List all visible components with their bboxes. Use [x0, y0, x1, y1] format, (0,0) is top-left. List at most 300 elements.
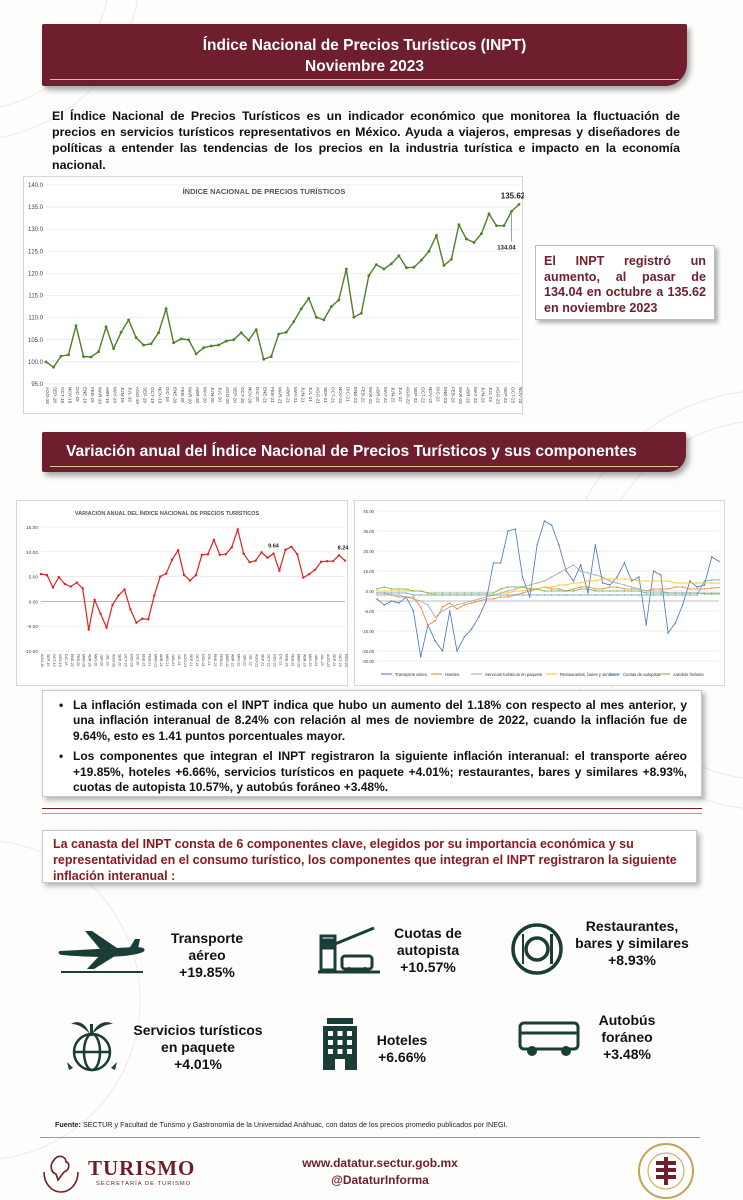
legend-label: Hoteles [445, 672, 460, 677]
data-point [718, 582, 719, 583]
data-point [682, 604, 683, 605]
data-point [696, 592, 697, 593]
data-point [485, 594, 486, 595]
data-point [435, 592, 436, 593]
y-tick-label: 110.0 [28, 315, 43, 322]
y-tick-label: 120.0 [27, 271, 43, 278]
data-point [391, 590, 392, 591]
footer-links [300, 1155, 460, 1189]
data-point [375, 263, 378, 266]
data-point [493, 594, 494, 595]
data-point [242, 553, 244, 555]
data-point [573, 564, 574, 565]
data-point [398, 596, 399, 597]
data-point [277, 333, 280, 336]
data-point [99, 613, 101, 615]
data-point [225, 340, 228, 343]
divider-line-thin [42, 813, 702, 814]
data-point [507, 596, 508, 597]
data-point [510, 210, 513, 213]
data-point [52, 586, 54, 588]
data-point [522, 594, 523, 595]
data-point [495, 224, 498, 227]
y-tick-label: 10.00 [25, 550, 38, 556]
x-tick-label: SEP-21 [322, 387, 328, 403]
data-point [529, 590, 530, 591]
data-point [616, 578, 617, 579]
data-point [675, 592, 676, 593]
data-point [609, 594, 610, 595]
data-point [322, 318, 325, 321]
data-point [565, 584, 566, 585]
data-point [718, 561, 719, 562]
tourism-package-icon [63, 1016, 121, 1074]
data-point [330, 305, 333, 308]
data-point [344, 559, 346, 561]
data-point [456, 650, 457, 651]
x-tick-label: FEB-23 [290, 654, 295, 667]
x-tick-label: JUL-22 [397, 387, 403, 402]
x-tick-label: NOV-22 [272, 654, 277, 667]
data-point [602, 588, 603, 589]
x-tick-label: AGO-21 [183, 654, 188, 668]
data-point [159, 575, 161, 577]
data-point [573, 594, 574, 595]
x-tick-label: JUN-22 [390, 387, 396, 403]
data-point [660, 580, 661, 581]
chart-title: VARIACIÓN ANUAL DEL ÍNDICE NACIONAL DE PRECIOS TURÍSTICOS [74, 511, 260, 517]
x-tick-label: ABR-19 [105, 387, 111, 404]
y-tick-label: 140.0 [27, 183, 43, 189]
series-line [41, 530, 345, 630]
data-point [653, 588, 654, 589]
data-point [500, 592, 501, 593]
y-tick-label: 15.00 [363, 569, 374, 574]
data-point [172, 341, 175, 344]
data-point [718, 579, 719, 580]
page-title: Índice Nacional de Precios Turísticos (INPT) [202, 37, 527, 54]
x-tick-label: OCT-20 [123, 654, 128, 667]
data-point [616, 590, 617, 591]
data-point [580, 594, 581, 595]
data-point [667, 580, 668, 581]
component-intercity-bus [582, 1012, 672, 1063]
data-point [405, 590, 406, 591]
x-tick-label: NOV-22 [427, 387, 433, 404]
x-tick-label: NOV-19 [57, 654, 62, 667]
data-point [595, 580, 596, 581]
data-point [653, 570, 654, 571]
source-label: Fuente: [55, 1120, 81, 1129]
x-tick-label: ABR-23 [465, 387, 471, 404]
data-point [247, 339, 250, 342]
data-point [711, 582, 712, 583]
data-point [449, 610, 450, 611]
data-point [384, 592, 385, 593]
data-point [427, 604, 428, 605]
data-point [270, 355, 273, 358]
data-point [660, 574, 661, 575]
data-point [704, 593, 705, 594]
data-point [210, 345, 213, 348]
data-point [420, 594, 421, 595]
data-point [195, 353, 198, 356]
data-point [127, 318, 130, 321]
data-point [587, 588, 588, 589]
data-point [544, 594, 545, 595]
x-tick-label: JUL-20 [217, 387, 223, 402]
data-point [278, 569, 280, 571]
data-point [536, 582, 537, 583]
data-point [667, 594, 668, 595]
y-tick-label: 45.00 [363, 509, 374, 514]
data-point [595, 590, 596, 591]
data-point [458, 223, 461, 226]
data-point [420, 656, 421, 657]
data-point [711, 593, 712, 594]
website-link[interactable]: www.datatur.sectur.gob.mx [302, 1156, 458, 1170]
y-tick-label: 125.0 [27, 249, 43, 256]
x-tick-label: MAR-22 [367, 387, 373, 404]
data-point [405, 588, 406, 589]
x-tick-label: FEB-21 [270, 387, 276, 403]
x-tick-label: ABR-21 [159, 654, 164, 667]
x-tick-label: JUL-21 [307, 387, 313, 402]
data-point [595, 574, 596, 575]
y-tick-label: -5.00 [364, 609, 374, 614]
x-tick-label: NOV-23 [518, 387, 523, 404]
x-tick-label: JUN-23 [480, 387, 486, 403]
data-point [522, 576, 523, 577]
data-label-nov23: 8.24 [337, 545, 349, 552]
x-tick-label: MAR-23 [457, 387, 463, 404]
data-point [500, 594, 501, 595]
page-subtitle: Noviembre 2023 [305, 58, 424, 75]
x-tick-label: MAR-22 [224, 654, 229, 668]
data-point [544, 580, 545, 581]
x-tick-label: AGO-19 [135, 387, 141, 404]
x-tick-label: DIC-22 [278, 654, 283, 666]
data-point [696, 588, 697, 589]
data-point [456, 594, 457, 595]
component-value: +10.57% [400, 959, 456, 975]
inpt-callout: El INPT registró un aumento, al pasar de 134.04 en octubre a 135.62 en noviembre 2023 [535, 245, 715, 320]
x-tick-label: DIC-19 [165, 387, 171, 402]
data-point [602, 582, 603, 583]
data-point [515, 590, 516, 591]
data-point [653, 580, 654, 581]
x-tick-label: FEB-21 [147, 654, 152, 667]
x-tick-label: AGO-18 [45, 387, 50, 404]
data-point [485, 600, 486, 601]
data-point [646, 592, 647, 593]
x-tick-label: JUN-23 [314, 654, 319, 667]
x-tick-label: FEB-20 [75, 654, 80, 667]
x-tick-label: MAR-23 [296, 654, 301, 668]
data-point [367, 274, 370, 277]
data-point [478, 598, 479, 599]
legend-label: Transporte aéreo [395, 672, 427, 677]
data-point [217, 344, 220, 347]
data-point [237, 528, 239, 530]
data-point [544, 520, 545, 521]
data-point [478, 592, 479, 593]
data-point [195, 574, 197, 576]
data-point [345, 268, 348, 271]
data-point [595, 594, 596, 595]
data-point [515, 528, 516, 529]
x-tick-label: ABR-23 [302, 654, 307, 667]
data-point [558, 594, 559, 595]
x-tick-label: JUN-21 [171, 654, 176, 667]
data-point [616, 586, 617, 587]
data-point [711, 556, 712, 557]
x-tick-label: JUL-21 [177, 654, 182, 666]
data-point [522, 592, 523, 593]
data-point [413, 590, 414, 591]
data-point [551, 524, 552, 525]
bus-icon [517, 1021, 581, 1057]
data-point [602, 578, 603, 579]
data-point [111, 604, 113, 606]
data-point [180, 337, 183, 340]
data-point [536, 544, 537, 545]
component-name: Restaurantes, [585, 918, 679, 934]
restaurant-plate-icon [510, 922, 564, 976]
y-tick-label: 5.00 [365, 589, 374, 594]
data-point [150, 342, 153, 345]
data-point [624, 562, 625, 563]
data-point [646, 594, 647, 595]
data-point [500, 588, 501, 589]
x-tick-label: SEP-20 [117, 654, 122, 667]
data-point [638, 576, 639, 577]
bullet-dot: • [59, 698, 64, 712]
x-tick-label: AGO-23 [326, 654, 331, 668]
legend-label: Restaurantes, bares y similares [560, 672, 619, 677]
title-banner [42, 24, 687, 86]
mexico-coat-of-arms-icon [40, 1150, 82, 1194]
legend-label: Autobús foráneo [673, 672, 704, 677]
data-point [565, 590, 566, 591]
component-name: Transporte [170, 930, 244, 946]
x-tick-label: ENE-20 [172, 387, 178, 404]
data-point [207, 553, 209, 555]
series-line [46, 204, 519, 367]
x-tick-label: OCT-22 [420, 387, 426, 404]
data-point [157, 331, 160, 334]
x-tick-label: SEP-22 [412, 387, 418, 403]
x-tick-label: OCT-23 [338, 654, 343, 667]
data-point [442, 610, 443, 611]
data-point [413, 596, 414, 597]
data-point [653, 594, 654, 595]
component-value: +3.48% [603, 1046, 651, 1062]
data-point [682, 586, 683, 587]
data-point [473, 241, 476, 244]
data-point [449, 592, 450, 593]
data-point [696, 594, 697, 595]
y-tick-label: -25.00 [361, 649, 374, 654]
y-tick-label: 5.00 [28, 575, 38, 581]
data-point [442, 606, 443, 607]
data-point [609, 578, 610, 579]
data-point [500, 596, 501, 597]
data-point [573, 580, 574, 581]
component-name-line2: autopista [396, 942, 460, 958]
data-point [202, 346, 205, 349]
data-point [551, 590, 552, 591]
data-point [660, 594, 661, 595]
data-point [609, 590, 610, 591]
data-point [442, 594, 443, 595]
data-point [667, 632, 668, 633]
x-tick-label: OCT-22 [266, 654, 271, 667]
data-point [420, 259, 423, 262]
x-tick-label: ENE-22 [212, 654, 217, 667]
data-point [616, 594, 617, 595]
data-point [478, 616, 479, 617]
x-tick-label: NOV-19 [157, 387, 163, 404]
data-point [456, 592, 457, 593]
data-point [631, 588, 632, 589]
y-tick-label: 35.00 [363, 529, 374, 534]
data-point [529, 584, 530, 585]
data-point [515, 586, 516, 587]
y-tick-label: 25.00 [363, 549, 374, 554]
data-point [587, 594, 588, 595]
basket-description: La canasta del INPT consta de 6 componentes clave, elegidos por su importancia económica y su representatividad en el consumo turístico, los componentes que integran el INPT registraron la siguiente inflación interanual : [42, 830, 697, 883]
data-point [522, 586, 523, 587]
data-point [376, 592, 377, 593]
data-point [529, 596, 530, 597]
data-point [391, 594, 392, 595]
y-tick-label: -10.00 [24, 650, 38, 655]
data-point [638, 580, 639, 581]
y-tick-label: -30.00 [361, 659, 374, 664]
data-point [609, 584, 610, 585]
data-point [689, 580, 690, 581]
data-point [398, 590, 399, 591]
data-point [518, 203, 521, 206]
data-point [507, 590, 508, 591]
data-point [58, 576, 60, 578]
x-tick-label: OCT-19 [51, 654, 56, 667]
component-value: +8.93% [608, 952, 656, 968]
data-point [573, 590, 574, 591]
data-point [580, 588, 581, 589]
data-point [420, 600, 421, 601]
data-point [471, 602, 472, 603]
data-point [442, 592, 443, 593]
data-label-last: 135.62 [500, 191, 524, 201]
data-point [123, 588, 125, 590]
x-tick-label: MAY-20 [202, 387, 208, 403]
data-point [391, 592, 392, 593]
data-point [412, 266, 415, 269]
x-tick-label: JUN-21 [300, 387, 306, 403]
x-tick-label: AGO-22 [254, 654, 259, 668]
bullet-text: La inflación estimada con el INPT indica que hubo un aumento del 1.18% con respecto al mes anterior, y una inflación interanual de 8.24% con relación al mes de noviembre de 2022, cuando la inflación fue de 9.64%, esto es 1.41 puntos porcentuales mayor. [73, 698, 687, 743]
data-point [478, 594, 479, 595]
y-tick-label: -5.00 [27, 625, 38, 631]
data-point [696, 586, 697, 587]
data-point [711, 587, 712, 588]
data-point [580, 582, 581, 583]
component-name-line2: en paquete [161, 1039, 235, 1055]
data-point [544, 586, 545, 587]
components-chart-box [354, 500, 725, 686]
y-tick-label: 0.00 [28, 600, 38, 606]
data-point [624, 590, 625, 591]
x-tick-label: OCT-19 [150, 387, 156, 404]
x-tick-label: JUL-20 [105, 654, 110, 666]
bullet-item [59, 698, 687, 744]
x-tick-label: OCT-21 [194, 654, 199, 667]
legend-label: Servicios turísticos en paquete [485, 672, 543, 677]
data-point [529, 594, 530, 595]
data-point [464, 636, 465, 637]
data-point [480, 232, 483, 235]
data-point [296, 553, 298, 555]
data-point [171, 559, 173, 561]
data-point [718, 587, 719, 588]
data-point [682, 582, 683, 583]
data-point [420, 590, 421, 591]
data-point [587, 592, 588, 593]
data-point [682, 594, 683, 595]
data-point [493, 598, 494, 599]
y-tick-label: 15.00 [25, 526, 38, 531]
data-point [76, 581, 78, 583]
inflation-bullets [42, 690, 702, 797]
x-tick-label: NOV-18 [67, 387, 73, 404]
inpt-index-chart [24, 177, 524, 415]
source-text: SECTUR y Facultad de Turismo y Gastronomía de la Universidad Anáhuac, con datos de los precios promedio publicados por INEGI. [80, 1120, 508, 1129]
data-point [60, 355, 63, 358]
x-tick-label: AGO-19 [40, 654, 44, 668]
data-point [105, 626, 107, 628]
data-point [165, 572, 167, 574]
data-point [413, 594, 414, 595]
data-point [485, 592, 486, 593]
data-point [488, 212, 491, 215]
x-tick-label: FEB-22 [360, 387, 366, 403]
data-point [646, 590, 647, 591]
x-tick-label: DIC-19 [63, 654, 68, 666]
data-point [718, 593, 719, 594]
data-point [558, 588, 559, 589]
data-point [493, 562, 494, 563]
data-point [177, 549, 179, 551]
data-point [471, 628, 472, 629]
data-point [272, 552, 274, 554]
data-point [75, 324, 78, 327]
x-tick-label: FEB-19 [90, 387, 96, 403]
data-point [105, 326, 108, 329]
x-tick-label: ABR-22 [230, 654, 235, 667]
data-point [456, 604, 457, 605]
data-point [711, 579, 712, 580]
twitter-handle-link[interactable]: @DataturInforma [331, 1173, 429, 1187]
x-tick-label: MAY-21 [292, 387, 298, 403]
data-point [428, 250, 431, 253]
bullet-dot: • [59, 749, 64, 764]
component-tour-packages [124, 1022, 272, 1073]
data-point [384, 594, 385, 595]
annual-variation-chart [17, 501, 349, 687]
data-point [536, 594, 537, 595]
